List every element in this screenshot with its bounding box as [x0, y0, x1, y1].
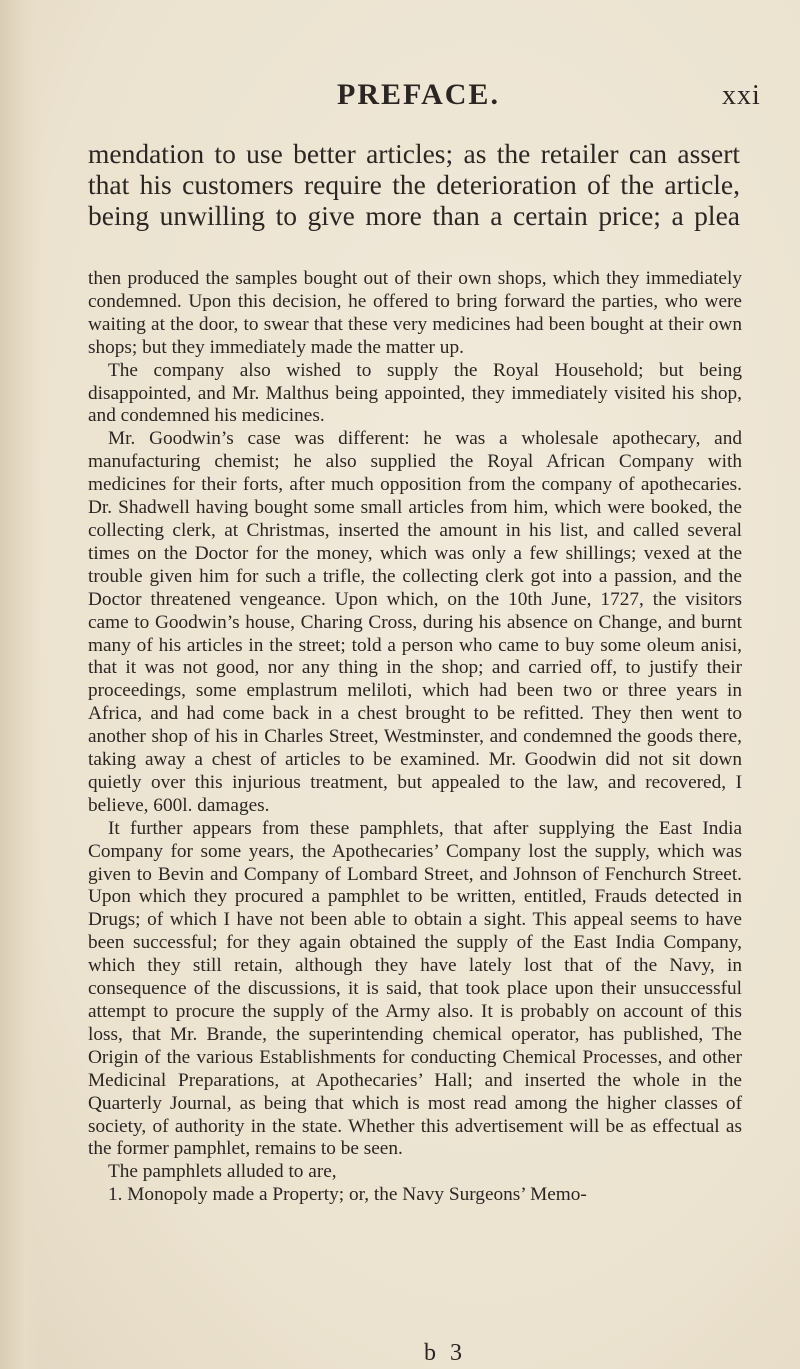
- page-header: [0, 78, 800, 118]
- paragraph: Mr. Goodwin’s case was different: he was a wholesale apothecary, and manufacturing chemist; he also supplied the Royal African Company with medicines for their forts, after much opposition from the company of apothecaries. Dr. Shadwell having bought some small articles from him, which were booked, the collecting clerk, at Christmas, inserted the amount in his list, and called several times on the Doctor for the money, which was only a few shillings; vexed at the trouble given him for such a trifle, the collecting clerk got into a passion, and the Doctor threatened vengeance. Upon which, on the 10th June, 1727, the visitors came to Goodwin’s house, Charing Cross, during his absence on Change, and burnt many of his articles in the street; told a person who came to buy some oleum anisi, that it was not good, nor any thing in the shop; and carried off, to justify their proceedings, some emplastrum meliloti, which had been two or three years in Africa, and had come back in a chest brought to be refitted. They then went to another shop of his in Charles Street, Westminster, and condemned the goods there, taking away a chest of articles to be examined. Mr. Goodwin did not sit down quietly over this injurious treatment, but appealed to the law, and recovered, I believe, 600l. damages.: [88, 428, 742, 816]
- paragraph: The pamphlets alluded to are,: [108, 1161, 337, 1183]
- page-number: xxi: [722, 80, 761, 111]
- running-head: PREFACE.: [337, 78, 500, 111]
- signature-mark: b 3: [424, 1340, 466, 1366]
- page-gutter-shadow: [0, 0, 42, 1369]
- continued-paragraph: mendation to use better articles; as the retailer can assert that his customers require the deterioration of the article, being unwilling to give more than a certain price; a plea: [88, 138, 740, 231]
- paragraph: then produced the samples bought out of their own shops, which they immediately condemned. Upon this decision, he offered to bring forward the parties, who were waiting at the door, to swear that these very medicines had been bought at their own shops; but they immediately made the matter up.: [88, 268, 742, 358]
- body-text: [88, 268, 742, 1207]
- paragraph: It further appears from these pamphlets, that after supplying the East India Company for some years, the Apothecaries’ Company lost the supply, which was given to Bevin and Company of Lombard Street, and Johnson of Fenchurch Street. Upon which they procured a pamphlet to be written, entitled, Frauds detected in Drugs; of which I have not been able to obtain a sight. This appeal seems to have been successful; for they again obtained the supply of the East India Company, which they still retain, although they have lately lost that of the Navy, in consequence of the discussions, it is said, that took place upon their unsuccessful attempt to procure the supply of the Army also. It is probably on account of this loss, that Mr. Brande, the superintending chemical operator, has published, The Origin of the various Establishments for conducting Chemical Processes, and other Medicinal Preparations, at Apothecaries’ Hall; and inserted the whole in the Quarterly Journal, as being that which is most read among the higher classes of society, of authority in the state. Whether this advertisement will be as effectual as the former pamphlet, remains to be seen.: [88, 817, 742, 1160]
- paragraph: 1. Monopoly made a Property; or, the Navy Surgeons’ Memo-: [108, 1184, 587, 1206]
- paragraph: The company also wished to supply the Royal Household; but being disappointed, and Mr. Malthus being appointed, they immediately visited his shop, and condemned his medicines.: [88, 359, 742, 427]
